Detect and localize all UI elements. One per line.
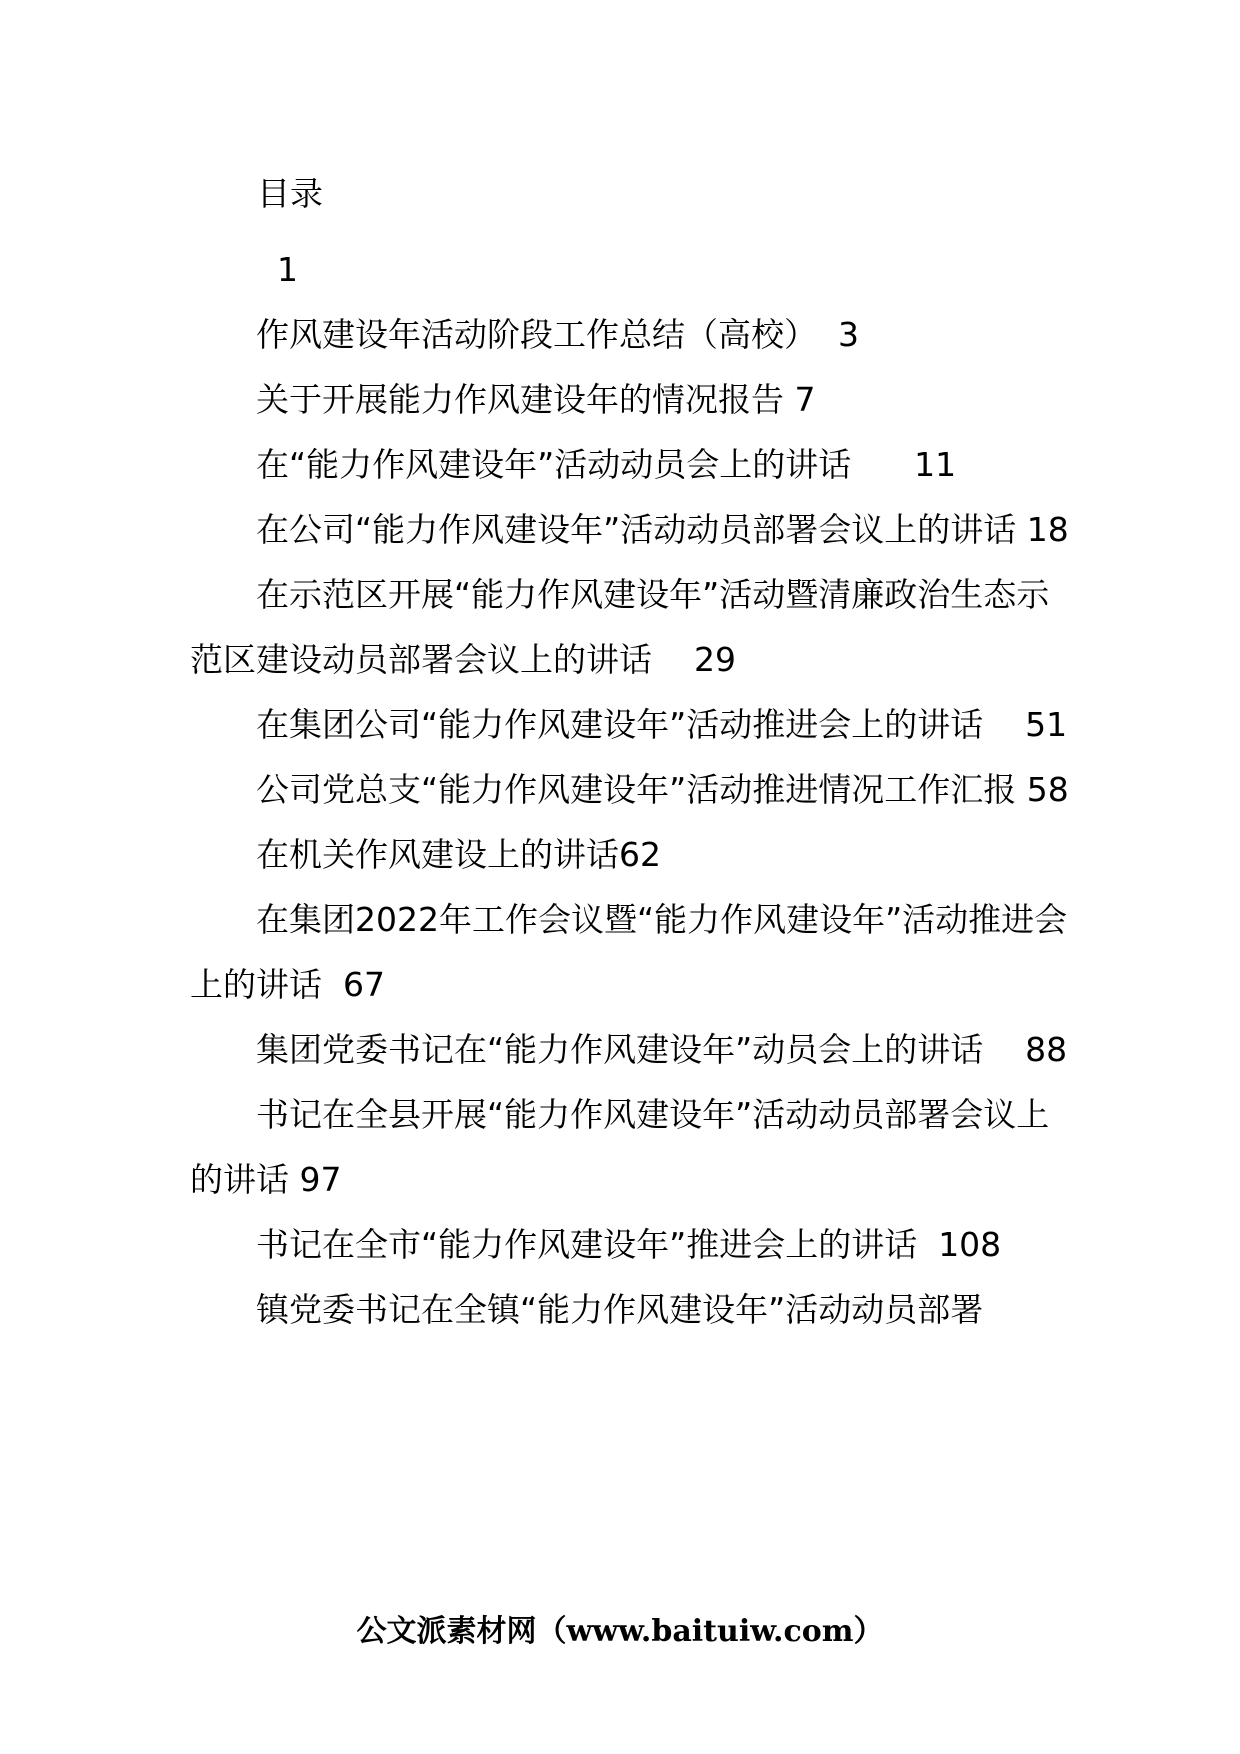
toc-entry[interactable] — [190, 302, 1070, 367]
toc-entry-page: 1 — [276, 250, 298, 289]
toc-entry[interactable] — [190, 367, 1070, 432]
toc-heading: 目录 — [257, 174, 323, 213]
toc-entry-page: 51 — [1025, 705, 1068, 744]
toc-entry-page: 108 — [938, 1225, 1002, 1264]
toc-entry[interactable] — [190, 1277, 1070, 1342]
toc-entry-title: 作风建设年活动阶段工作总结（高校） — [256, 315, 817, 354]
toc-entry[interactable] — [190, 432, 1070, 497]
toc-entry[interactable] — [190, 237, 1070, 302]
toc-entry-title: 关于开展能力作风建设年的情况报告 — [256, 380, 784, 419]
toc-entry-page: 58 — [1026, 770, 1069, 809]
toc-entry[interactable] — [190, 757, 1070, 822]
toc-entry-title: 在集团公司“能力作风建设年”活动推进会上的讲话 — [256, 705, 984, 744]
toc-entry[interactable] — [190, 1017, 1070, 1082]
toc-entry-title: 书记在全市“能力作风建设年”推进会上的讲话 — [256, 1225, 918, 1264]
toc-entry-title: 在“能力作风建设年”活动动员会上的讲话 — [256, 445, 852, 484]
footer-watermark: 公文派素材网（www.baituiw.com） — [356, 1614, 884, 1649]
toc-entry[interactable] — [190, 1082, 1070, 1212]
toc-entry-page: 29 — [693, 640, 736, 679]
toc-entry[interactable] — [190, 497, 1070, 562]
toc-entry[interactable] — [190, 822, 1070, 887]
toc-entry-title: 在集团2022年工作会议暨“能力作风建设年”活动推进会上的讲话 — [190, 900, 1068, 1004]
toc-entry[interactable] — [190, 692, 1070, 757]
toc-entry-title: 在公司“能力作风建设年”活动动员部署会议上的讲话 — [256, 510, 1017, 549]
toc-entry-title: 集团党委书记在“能力作风建设年”动员会上的讲话 — [256, 1030, 984, 1069]
toc-entry-page: 11 — [914, 445, 957, 484]
toc-entry-page: 67 — [342, 965, 385, 1004]
toc-entry-page: 3 — [837, 315, 859, 354]
toc-entry-title: 在示范区开展“能力作风建设年”活动暨清廉政治生态示范区建设动员部署会议上的讲话 — [190, 575, 1050, 679]
toc-entry[interactable] — [190, 1212, 1070, 1277]
toc-entry-title: 书记在全县开展“能力作风建设年”活动动员部署会议上的讲话 — [190, 1095, 1050, 1199]
toc-entry-page: 18 — [1026, 510, 1069, 549]
toc-list — [190, 237, 1070, 1342]
toc-entry[interactable] — [190, 887, 1070, 1017]
toc-entry-title: 公司党总支“能力作风建设年”活动推进情况工作汇报 — [256, 770, 1017, 809]
toc-entry-page: 97 — [299, 1160, 342, 1199]
toc-entry[interactable] — [190, 562, 1070, 692]
toc-entry-page: 7 — [794, 380, 816, 419]
toc-entry-title: 镇党委书记在全镇“能力作风建设年”活动动员部署 — [256, 1290, 984, 1329]
toc-entry-page: 88 — [1025, 1030, 1068, 1069]
toc-entry-page: 62 — [619, 835, 661, 874]
toc-entry-title: 在机关作风建设上的讲话 — [256, 835, 619, 874]
